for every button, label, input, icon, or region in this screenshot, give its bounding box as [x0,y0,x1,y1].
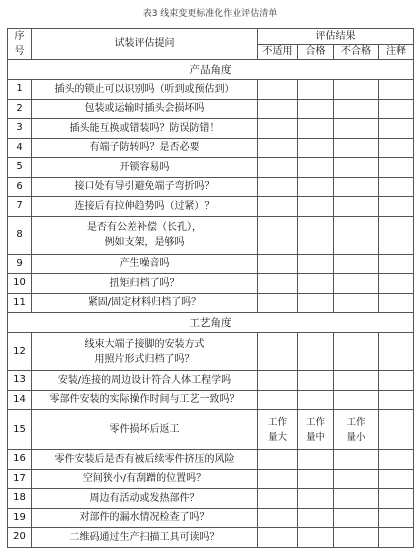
not-applicable-cell[interactable] [258,469,298,489]
pass-cell[interactable] [298,138,334,158]
note-cell[interactable] [379,469,414,489]
note-cell[interactable] [379,450,414,470]
fail-cell[interactable] [334,138,379,158]
pass-cell[interactable] [298,99,334,119]
pass-cell[interactable] [298,119,334,139]
table-row [8,80,414,100]
row-number: 11 [8,293,32,313]
question-text: 产生噪音吗 [32,254,258,274]
table-row [8,177,414,197]
fail-cell[interactable] [334,508,379,528]
question-text: 零部件安装的实际操作时间与工艺一致吗？ [32,390,258,410]
pass-cell[interactable] [298,197,334,217]
row-number: 13 [8,371,32,391]
table-row [8,410,414,450]
fail-cell[interactable] [334,390,379,410]
question-text: 二维码通过生产扫描工具可读吗？ [32,528,258,548]
table-row [8,158,414,178]
row-number: 12 [8,333,32,371]
question-text: 零件损坏后返工 [32,410,258,450]
row-number: 20 [8,528,32,548]
not-applicable-cell[interactable] [258,293,298,313]
row-number: 17 [8,469,32,489]
question-text: 开锁容易吗 [32,158,258,178]
question-text: 有端子防转吗？是否必要 [32,138,258,158]
not-applicable-cell[interactable] [258,254,298,274]
fail-cell[interactable] [334,254,379,274]
question-text: 周边有活动或发热部件？ [32,489,258,509]
row-number: 16 [8,450,32,470]
table-row [8,528,414,548]
pass-cell: 工作 量中 [298,410,334,450]
row-number: 6 [8,177,32,197]
table-row [8,390,414,410]
pass-cell[interactable] [298,177,334,197]
note-cell[interactable] [379,489,414,509]
fail-cell[interactable] [334,158,379,178]
not-applicable-cell[interactable] [258,80,298,100]
fail-cell[interactable] [334,99,379,119]
pass-cell[interactable] [298,489,334,509]
not-applicable-cell[interactable] [258,99,298,119]
result-group-header: 评估结果 [258,29,414,45]
pass-cell[interactable] [298,469,334,489]
table-row [8,508,414,528]
fail-cell[interactable] [334,450,379,470]
note-cell[interactable] [379,274,414,294]
row-number: 14 [8,390,32,410]
fail-cell[interactable] [334,119,379,139]
pass-cell[interactable] [298,254,334,274]
fail-cell[interactable] [334,80,379,100]
fail-cell[interactable] [334,371,379,391]
table-row [8,216,414,254]
not-applicable-cell[interactable] [258,333,298,371]
pass-cell[interactable] [298,80,334,100]
note-cell[interactable] [379,80,414,100]
question-text: 安装/连接的周边设计符合人体工程学吗 [32,371,258,391]
table-row [8,197,414,217]
not-applicable-cell[interactable] [258,390,298,410]
question-text: 零件安装后是否有被后续零件挤压的风险 [32,450,258,470]
not-applicable-cell[interactable] [258,274,298,294]
fail-cell[interactable] [334,469,379,489]
note-cell[interactable] [379,390,414,410]
fail-cell[interactable] [334,216,379,254]
fail-cell[interactable] [334,274,379,294]
col-note: 注释 [379,45,414,60]
row-number: 3 [8,119,32,139]
pass-cell[interactable] [298,528,334,548]
not-applicable-cell[interactable] [258,197,298,217]
row-number: 2 [8,99,32,119]
note-cell[interactable] [379,177,414,197]
question-text: 连接后有拉伸趋势吗（过紧）？ [32,197,258,217]
pass-cell[interactable] [298,371,334,391]
row-number: 9 [8,254,32,274]
note-cell[interactable] [379,197,414,217]
note-cell[interactable] [379,158,414,178]
fail-cell[interactable] [334,177,379,197]
pass-cell[interactable] [298,333,334,371]
fail-cell: 工作 量小 [334,410,379,450]
fail-cell[interactable] [334,293,379,313]
question-text: 是否有公差补偿（长孔）， 例如支架，是够吗 [32,216,258,254]
not-applicable-cell: 工作 量大 [258,410,298,450]
row-number: 15 [8,410,32,450]
row-number: 5 [8,158,32,178]
section-title: 产品角度 [8,60,414,80]
question-text: 接口处有导引避免端子弯折吗？ [32,177,258,197]
question-text: 紧固/固定材料归档了吗？ [32,293,258,313]
row-number: 1 [8,80,32,100]
row-number: 7 [8,197,32,217]
question-header: 试装评估提问 [32,29,258,60]
section-header-row [8,313,414,333]
note-cell[interactable] [379,371,414,391]
table-body [8,60,414,548]
note-cell[interactable] [379,410,414,450]
row-number: 18 [8,489,32,509]
not-applicable-cell[interactable] [258,138,298,158]
pass-cell[interactable] [298,450,334,470]
note-cell[interactable] [379,119,414,139]
col-pass: 合格 [298,45,334,60]
question-text: 插头能互换或错装吗？防误防错！ [32,119,258,139]
not-applicable-cell[interactable] [258,528,298,548]
note-cell[interactable] [379,138,414,158]
not-applicable-cell[interactable] [258,177,298,197]
question-text: 对部件的漏水情况检查了吗？ [32,508,258,528]
not-applicable-cell[interactable] [258,371,298,391]
evaluation-checklist-table [7,28,414,548]
fail-cell[interactable] [334,333,379,371]
note-cell[interactable] [379,333,414,371]
pass-cell[interactable] [298,274,334,294]
question-text: 扭矩归档了吗？ [32,274,258,294]
table-caption: 表3 线束变更标准化作业评估清单 [142,9,278,19]
pass-cell[interactable] [298,158,334,178]
question-text: 包装或运输时插头会损坏吗 [32,99,258,119]
pass-cell[interactable] [298,390,334,410]
section-header-row [8,60,414,80]
pass-cell[interactable] [298,216,334,254]
question-text: 插头的锁止可以识别吗（听到或预估到） [32,80,258,100]
table-row [8,489,414,509]
note-cell[interactable] [379,508,414,528]
table-row [8,333,414,371]
table-row [8,274,414,294]
not-applicable-cell[interactable] [258,489,298,509]
table-row [8,138,414,158]
question-text: 线束大端子接脚的安装方式 用照片形式归档了吗？ [32,333,258,371]
not-applicable-cell[interactable] [258,119,298,139]
not-applicable-cell[interactable] [258,508,298,528]
note-cell[interactable] [379,254,414,274]
note-cell[interactable] [379,99,414,119]
not-applicable-cell[interactable] [258,158,298,178]
fail-cell[interactable] [334,489,379,509]
not-applicable-cell[interactable] [258,450,298,470]
table-row [8,119,414,139]
not-applicable-cell[interactable] [258,216,298,254]
fail-cell[interactable] [334,528,379,548]
table-row [8,293,414,313]
row-number: 19 [8,508,32,528]
row-number: 4 [8,138,32,158]
pass-cell[interactable] [298,293,334,313]
question-text: 空间狭小/有刮蹭的位置吗？ [32,469,258,489]
note-cell[interactable] [379,293,414,313]
section-title: 工艺角度 [8,313,414,333]
table-row [8,254,414,274]
fail-cell[interactable] [334,197,379,217]
table-row [8,450,414,470]
col-not-applicable: 不适用 [258,45,298,60]
seq-header: 序 号 [8,29,32,60]
note-cell[interactable] [379,216,414,254]
row-number: 8 [8,216,32,254]
table-row [8,99,414,119]
col-fail: 不合格 [334,45,379,60]
row-number: 10 [8,274,32,294]
note-cell[interactable] [379,528,414,548]
table-row [8,469,414,489]
pass-cell[interactable] [298,508,334,528]
table-row [8,371,414,391]
